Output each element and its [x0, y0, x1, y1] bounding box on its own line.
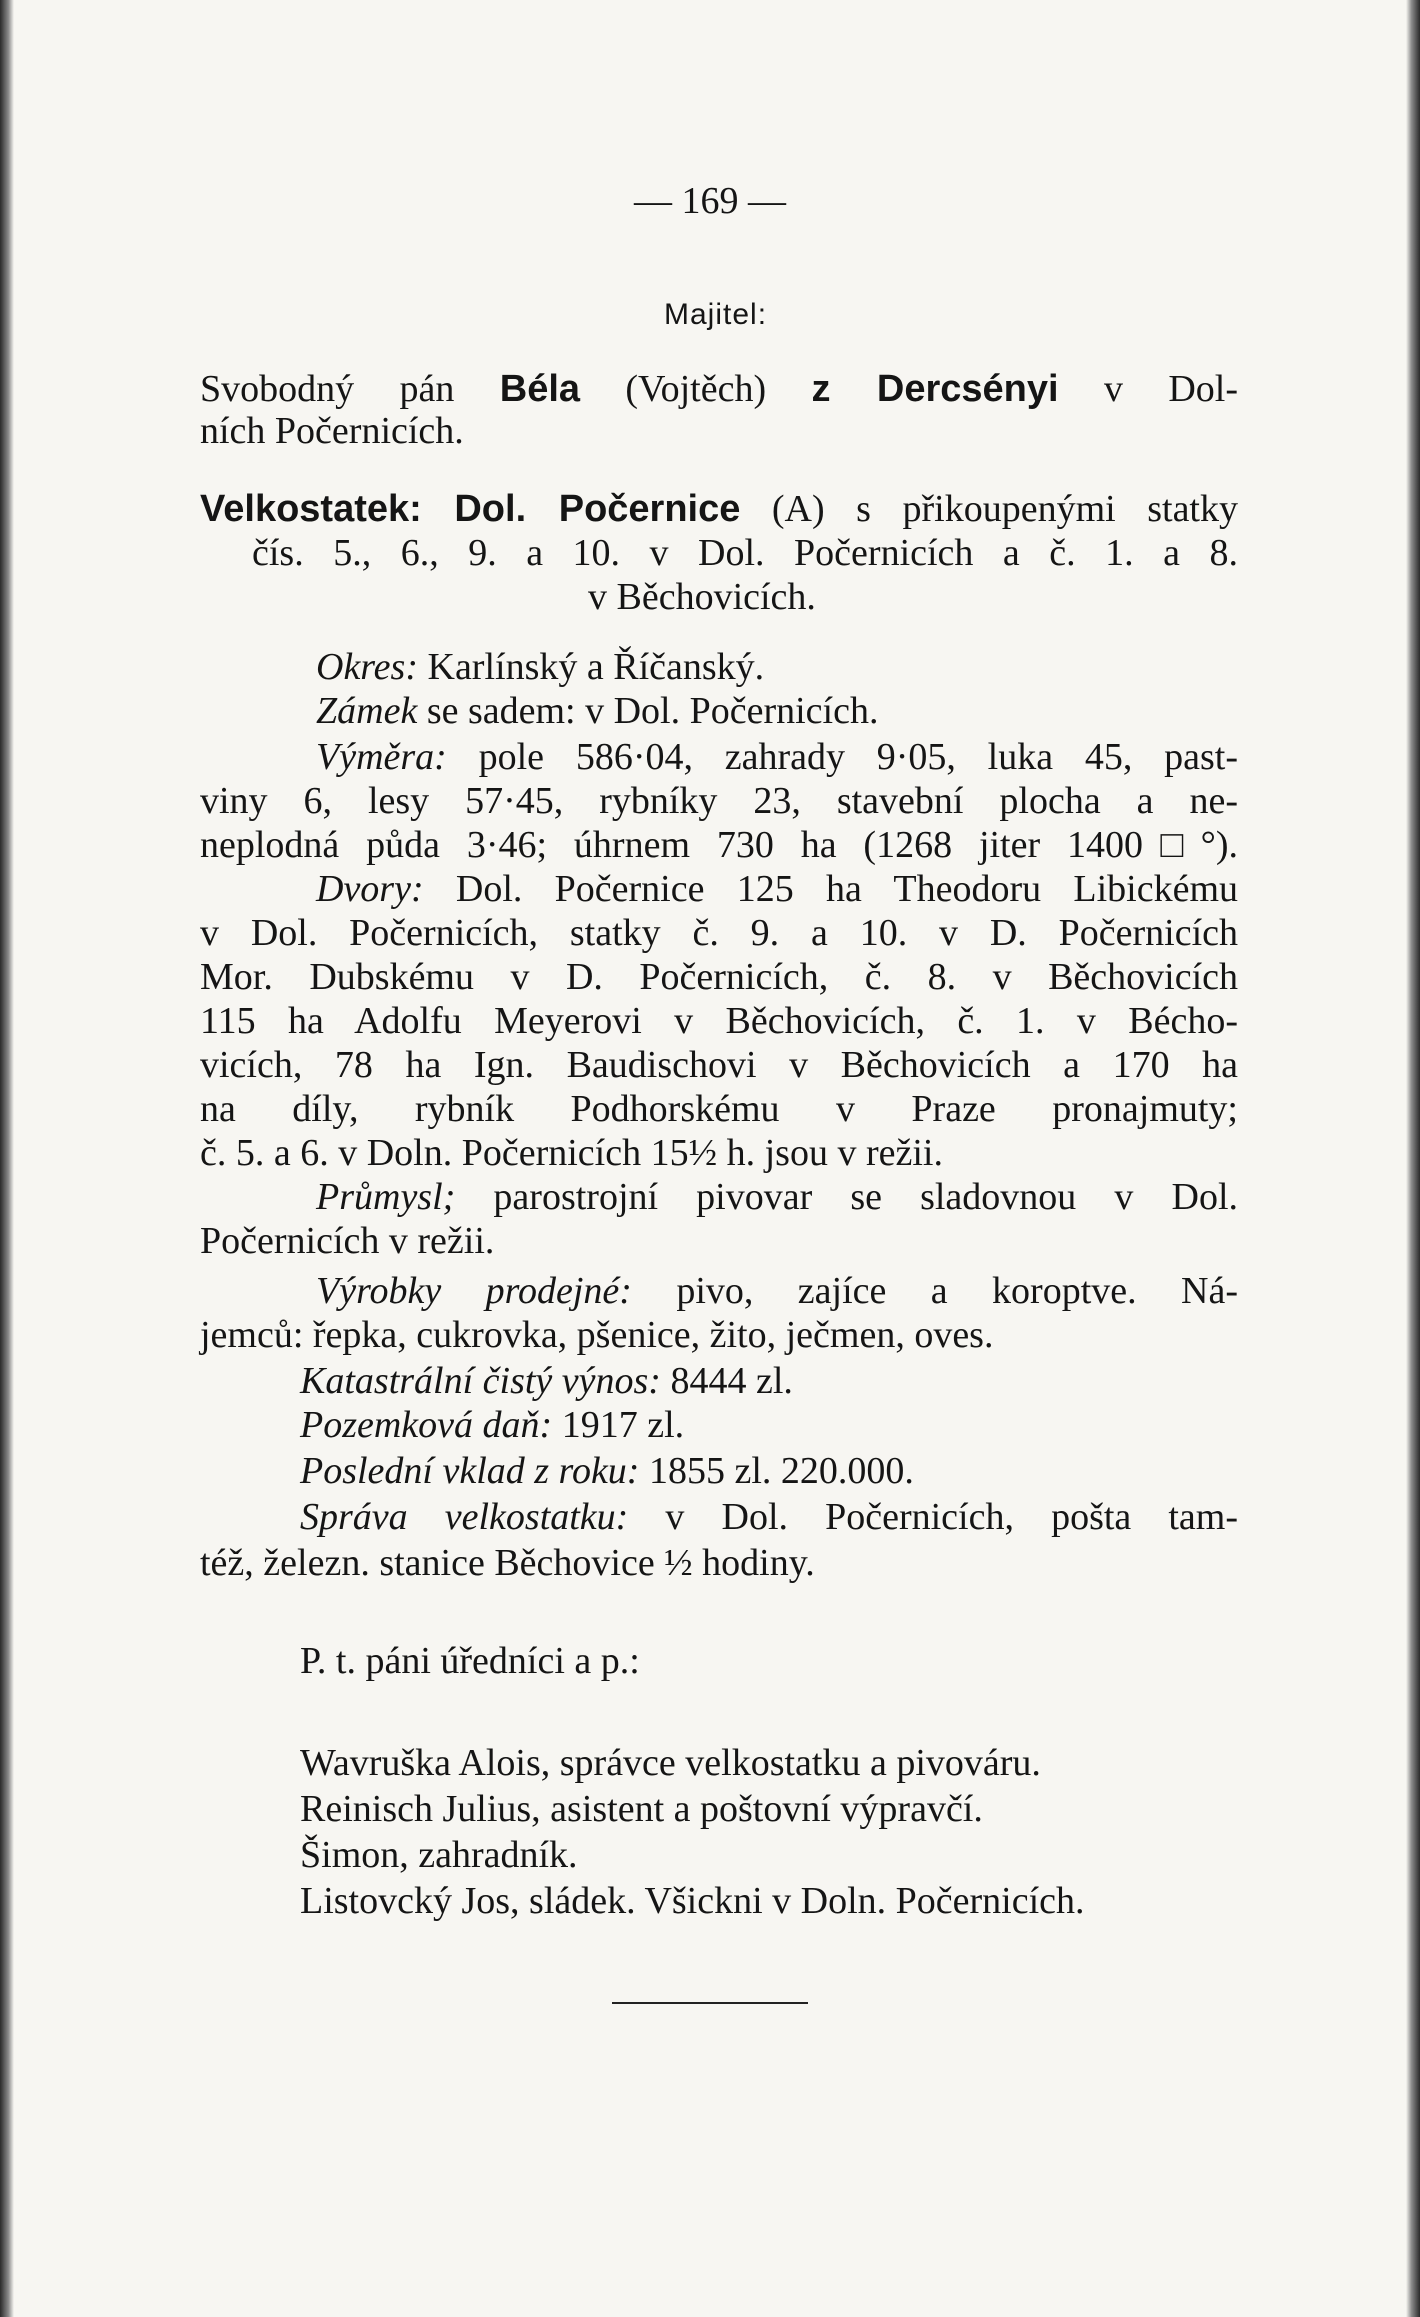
vymera-text-1: pole 586·04, zahrady 9·05, luka 45, past- [478, 736, 1239, 778]
estate-line-1 [200, 490, 1238, 528]
owner-line-2: ních Počernicích. [200, 410, 464, 452]
page-number: — 169 — [634, 180, 786, 222]
dvory-line-4: 115 ha Adolfu Meyerovi v Běchovicích, č. 1. v Bécho- [200, 1000, 1238, 1042]
official-3: Šimon, zahradník. [300, 1834, 578, 1876]
prumysl-label: Průmysl; [316, 1176, 456, 1218]
dvory-label: Dvory: [316, 868, 424, 910]
officials-heading: P. t. páni úředníci a p.: [300, 1640, 640, 1682]
vymera-line-2: viny 6, lesy 57·45, rybníky 23, stavební plocha a ne- [200, 780, 1238, 822]
dvory-line-7: č. 5. a 6. v Doln. Počernicích 15½ h. jsou v režii. [200, 1132, 943, 1174]
vymera-line-3: neplodná půda 3·46; úhrnem 730 ha (1268 jiter 1400□°). [200, 824, 1238, 866]
zamek-label: Zámek [316, 690, 418, 732]
prumysl-line-2: Počernicích v režii. [200, 1220, 495, 1262]
vyrobky-label: Výrobky prodejné: [316, 1270, 632, 1312]
katastr-label: Katastrální čistý výnos: [300, 1360, 661, 1402]
prumysl-text-1: parostrojní pivovar se sladovnou v Dol. [493, 1176, 1238, 1218]
dvory-line-3: Mor. Dubskému v D. Počernicích, č. 8. v Běchovicích [200, 956, 1238, 998]
vyrobky-line-1 [316, 1272, 1238, 1310]
scan-edge-right [1406, 0, 1420, 2317]
sprava-text-1: v Dol. Počernicích, pošta tam- [665, 1496, 1239, 1538]
dvory-text-1: Dol. Počernice 125 ha Theodoru Libickému [455, 868, 1239, 910]
scan-edge-left [0, 0, 14, 2317]
okres-line [316, 648, 764, 686]
katastr-line [300, 1362, 793, 1400]
estate-line-3: v Běchovicích. [588, 576, 816, 618]
dan-line [300, 1406, 684, 1444]
owner-first-name: Béla [499, 368, 581, 410]
estate-line-2: čís. 5., 6., 9. a 10. v Dol. Počernicích a č. 1. a 8. [252, 532, 1238, 574]
end-rule [612, 2002, 808, 2004]
owner-heading: Majitel: [664, 298, 768, 331]
dvory-line-6: na díly, rybník Podhorskému v Praze pronajmuty; [200, 1088, 1238, 1130]
sprava-line-1 [300, 1498, 1238, 1536]
katastr-value: 8444 zl. [670, 1360, 793, 1402]
prumysl-line-1 [316, 1178, 1238, 1216]
okres-value: Karlínský a Říčanský. [427, 646, 765, 688]
owner-place-start: v Dol- [1103, 368, 1238, 410]
official-2: Reinisch Julius, asistent a poštovní výpravčí. [300, 1788, 983, 1830]
owner-title: Svobodný pán [200, 368, 455, 410]
vklad-label: Poslední vklad z roku: [300, 1450, 640, 1492]
sprava-label: Správa velkostatku: [300, 1496, 629, 1538]
owner-surname: z Dercsényi [811, 368, 1059, 410]
dvory-line-2: v Dol. Počernicích, statky č. 9. a 10. v D. Počernicích [200, 912, 1238, 954]
official-4: Listovcký Jos, sládek. Všickni v Doln. Počernicích. [300, 1880, 1085, 1922]
dan-label: Pozemková daň: [300, 1404, 553, 1446]
estate-line-1-rest: (A) s přikoupenými statky [771, 488, 1238, 530]
vyrobky-line-2: jemců: řepka, cukrovka, pšenice, žito, ječmen, oves. [200, 1314, 994, 1356]
zamek-line [316, 692, 878, 730]
dvory-line-5: vicích, 78 ha Ign. Baudischovi v Běchovicích a 170 ha [200, 1044, 1238, 1086]
vklad-line [300, 1452, 914, 1490]
estate-label: Velkostatek: Dol. Počernice [200, 488, 741, 530]
vklad-value: 1855 zl. 220.000. [648, 1450, 914, 1492]
dan-value: 1917 zl. [561, 1404, 685, 1446]
owner-line-1 [200, 370, 1238, 408]
vymera-label: Výměra: [316, 736, 447, 778]
official-1: Wavruška Alois, správce velkostatku a pivováru. [300, 1742, 1041, 1784]
sprava-line-2: též, železn. stanice Běchovice ½ hodiny. [200, 1542, 815, 1584]
okres-label: Okres: [316, 646, 418, 688]
dvory-line-1 [316, 870, 1238, 908]
vymera-line-1 [316, 738, 1238, 776]
vyrobky-text-1: pivo, zajíce a koroptve. Ná- [676, 1270, 1238, 1312]
zamek-value: se sadem: v Dol. Počernicích. [426, 690, 879, 732]
owner-czech-name: (Vojtěch) [625, 368, 767, 410]
